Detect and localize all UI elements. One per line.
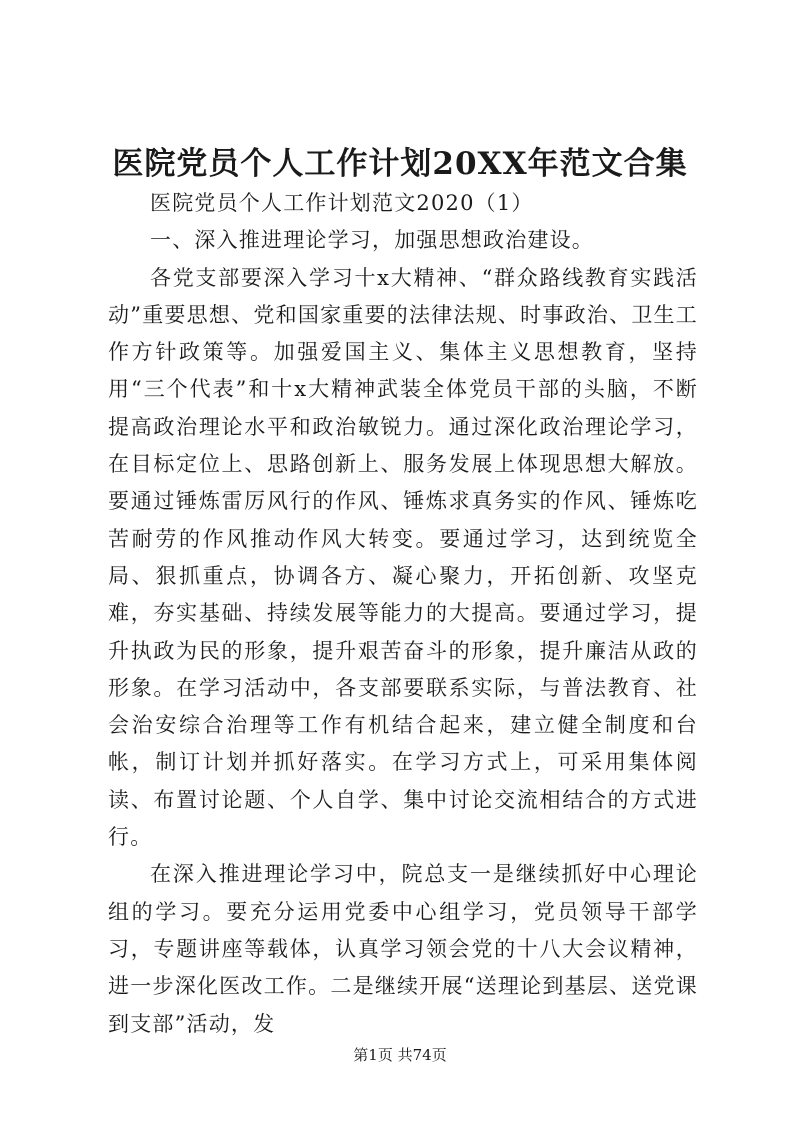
page-number-footer: 第1页 共74页 [353,1046,447,1064]
document-title: 医院党员个人工作计划20XX年范文合集 [112,146,688,182]
paragraph-body: 各党支部要深入学习十x大精神、“群众路线教育实践活动”重要思想、党和国家重要的法律法规、时事政治、卫生工作方针政策等。加强爱国主义、集体主义思想教育，坚持用“三个代表”和十x大精神武装全体党员干部的头脑，不断提高政治理论水平和政治敏锐力。通过深化政治理论学习，在目标定位上、思路创新上、服务发展上体现思想大解放。要通过锤炼雷厉风行的作风、锤炼求真务实的作风、锤炼吃苦耐劳的作风推动作风大转变。要通过学习，达到统览全局、狠抓重点，协调各方、凝心聚力，开拓创新、攻坚克难，夯实基础、持续发展等能力的大提高。要通过学习，提升执政为民的形象，提升艰苦奋斗的形象，提升廉洁从政的形象。在学习活动中，各支部要联系实际，与普法教育、社会治安综合治理等工作有机结合起来，建立健全制度和台帐，制订计划并抓好落实。在学习方式上，可采用集体阅读、布置讨论题、个人自学、集中讨论交流相结合的方式进行。 [108,265,698,850]
document-body [108,185,698,1043]
paragraph-subtitle: 医院党员个人工作计划范文2020（1） [150,191,534,215]
paragraph-section-heading: 一、深入推进理论学习，加强思想政治建设。 [150,228,594,253]
paragraph-body: 在深入推进理论学习中，院总支一是继续抓好中心理论组的学习。要充分运用党委中心组学习，党员领导干部学习，专题讲座等载体，认真学习领会党的十八大会议精神，进一步深化医改工作。二是继续开展“送理论到基层、送党课到支部”活动，发 [108,862,698,1036]
